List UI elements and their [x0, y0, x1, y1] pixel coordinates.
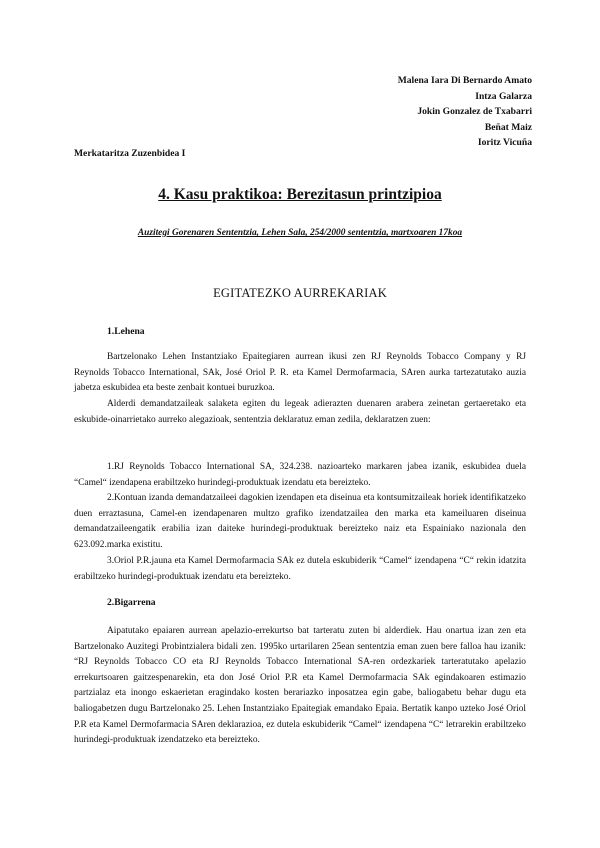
case-reference: Auzitegi Gorenaren Sententzia, Lehen Sala, 254/2000 sententzia, martxoaren 17koa [137, 228, 463, 238]
author-name: Malena Iara Di Bernardo Amato [397, 75, 532, 86]
author-name: Jokin Gonzalez de Txabarri [417, 106, 532, 118]
author-name: Beñat Maiz [484, 121, 532, 133]
subsection-heading-second: 2.Bigarrena [107, 597, 156, 608]
paragraph: Aipatutako epaiaren aurrean apelazio-errekurtso bat tarteratu zuten bi alderdiek. Hau onartua izan zen eta Bartzelonako Auzitegi Probintzialera bidali zen. 1995ko urtarilaren 25ean sententzia eman zuen bere falloa hau izanik: “RJ Reynolds Tobacco CO eta RJ Reynolds Tobacco International SA-ren ordezkariek tarteratutako apelazio errekurtsoaren gaitzespenarekin, eta don José Oriol P.R eta Kamel Dermofarmacia SAk egindakoaren estimazio partzialaz eta inongo eskaerietan eragindako kosten berariazko inposatzea egin gabe, baliogabetu behar dugu eta baliogabetzen dugu Bartzelonako 25. Lehen Instantziako Epaitegiak emandako Epaia. Bertatik kanpo uzteko José Oriol P.R eta Kamel Dermofarmacia SAren deklarazioa, ez dutela eskubiderik “Camel“ izendapena “C“ letrarekin erabiltzeko hurindegi-produktuak izendatzeko eta bereizteko. [74, 626, 526, 746]
author-name: Intza Galarza [475, 90, 532, 102]
paragraph: 3.Oriol P.R.jauna eta Kamel Dermofarmacia SAk ez dutela eskubiderik “Camel“ izendapena “C“ rekin idatzita erabiltzeko hurindegi-produktuak izendatu eta bereizteko. [74, 556, 526, 582]
paragraph: 2.Kontuan izanda demandatzaileei dagokien izendapen eta diseinua eta kontsumitzaileak horiek identifikatzeko duen erraztasuna, Camel-en izendapenaren multzo grafiko izendatzailea den marka eta kameiluaren diseinua demandatzaileengatik erabilia izan daiteke hurindegi-produktuak bereizteko naiz eta Espainiako nazionala den 623.092.marka existitu. [74, 493, 526, 550]
course-name: Merkataritza Zuzenbidea I [74, 148, 186, 159]
paragraph: Bartzelonako Lehen Instantziako Epaitegiaren aurrean ikusi zen RJ Reynolds Tobacco Company y RJ Reynolds Tobacco International, SAk, José Oriol P. R. eta Kamel Dermofarmacia, SAren aurka tartezatutako auzia jabetza eskubidea eta beste zenbait kontuei buruzkoa. [74, 352, 526, 394]
author-name: Ioritz Vicuña [477, 137, 532, 149]
paragraph: 1.RJ Reynolds Tobacco International SA, 324.238. nazioarteko markaren jabea izanik, eskubidea duela “Camel“ izendapena erabiltzeko hurindegi-produktuak izendatu eta bereizteko. [74, 462, 526, 488]
page-title: 4. Kasu praktikoa: Berezitasun printzipioa [158, 186, 442, 203]
author-list [398, 73, 532, 151]
subsection-heading-first: 1.Lehena [107, 326, 145, 337]
paragraph: Alderdi demandatzaileak salaketa egiten du legeak adierazten duenaren arabera zeinetan gertaeretako eta eskubide-oinarrietako aurreko alegazioak, sententzia deklaratuz eman zedila, deklaratzen zuen: [74, 399, 526, 425]
section-heading: EGITATEZKO AURREKARIAK [213, 286, 387, 300]
